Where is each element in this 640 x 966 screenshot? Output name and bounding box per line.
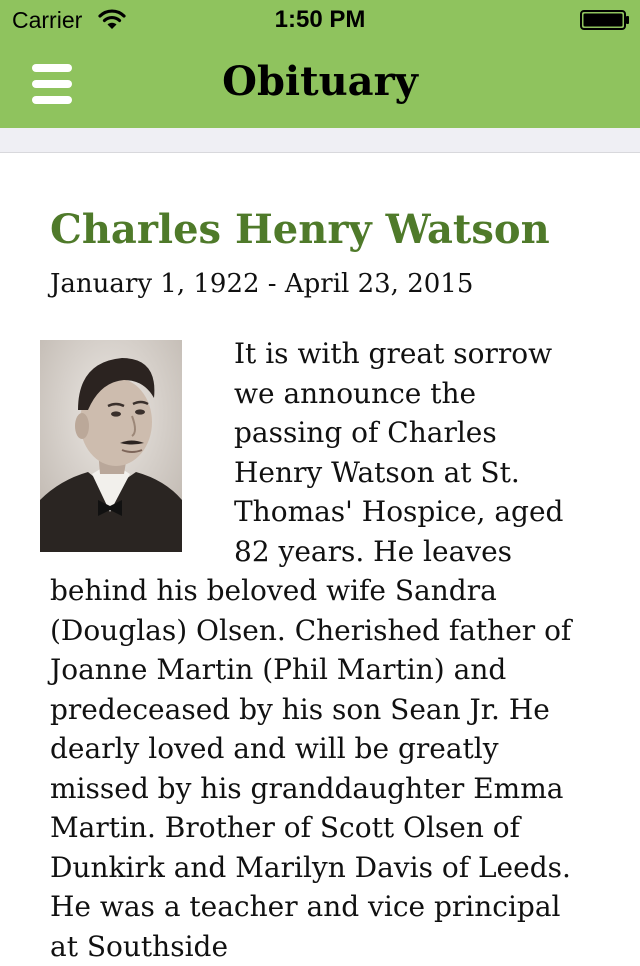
obituary-text: It is with great sorrow we announce the passing of Charles Henry Watson at St. Thomas' Hospice, aged 82 years. He leaves behind his beloved wife Sandra (Douglas) Olsen. Cherished father of Joanne Martin (Phil Martin) and predeceased by his son Sean Jr. He dearly loved and will be greatly missed by his granddaughter Emma Martin. Brother of Scott Olsen of Dunkirk and Marilyn Davis of Leeds. He was a teacher and vice principal at Southside — [50, 337, 572, 963]
battery-icon — [580, 10, 630, 30]
page-title: Obituary — [222, 58, 418, 105]
portrait-photo — [40, 340, 182, 552]
portrait-image — [40, 340, 182, 552]
obituary-content[interactable] — [50, 200, 590, 966]
header-divider — [0, 128, 640, 153]
life-dates: January 1, 1922 - April 23, 2015 — [50, 269, 474, 299]
status-time: 1:50 PM — [274, 6, 366, 33]
navigation-header — [0, 0, 640, 128]
deceased-name: Charles Henry Watson — [50, 206, 550, 253]
status-bar — [0, 0, 640, 40]
obituary-body — [50, 334, 590, 966]
carrier-label: Carrier — [12, 7, 83, 33]
